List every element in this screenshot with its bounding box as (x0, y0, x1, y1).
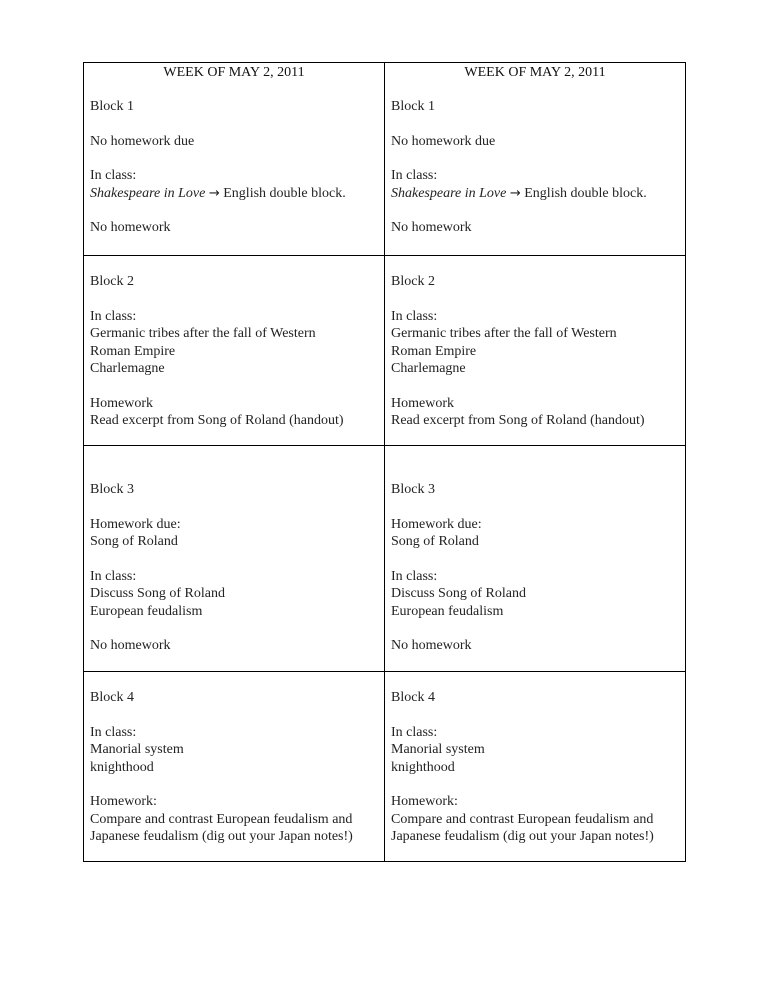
in-class-label: In class: (391, 168, 438, 183)
film-note: English double block. (524, 185, 647, 201)
in-class-section (391, 568, 679, 621)
block-title: Block 3 (391, 482, 435, 497)
in-class-label: In class: (90, 568, 137, 584)
in-class-section (391, 724, 679, 777)
homework-label: Homework: (391, 794, 458, 809)
arrow-right-icon: → (509, 185, 521, 201)
in-class-section (391, 308, 679, 378)
homework-section (90, 395, 378, 430)
film-note: English double block. (223, 185, 346, 201)
homework-due-section (90, 133, 378, 151)
block-title: Block 2 (391, 274, 435, 289)
homework-due-section (90, 516, 378, 551)
in-class-section (90, 724, 378, 777)
in-class-item: knighthood (391, 759, 455, 775)
in-class-item: Discuss Song of Roland (90, 586, 225, 601)
in-class-section (90, 308, 378, 378)
schedule-cell-left-block-2 (84, 256, 385, 446)
in-class-item: Charlemagne (391, 361, 466, 376)
week-header: WEEK OF MAY 2, 2011 (464, 65, 606, 80)
block-title: Block 4 (90, 690, 134, 705)
arrow-right-icon: → (208, 185, 220, 201)
block-3-section (90, 446, 378, 499)
homework-due-text: Song of Roland (391, 534, 479, 549)
block-2-section (391, 256, 679, 291)
homework-text: Japanese feudalism (dig out your Japan notes!) (90, 829, 353, 844)
homework-section (391, 395, 679, 430)
in-class-item: European feudalism (391, 603, 504, 619)
homework-text: No homework (391, 220, 472, 235)
in-class-item: Manorial system (90, 742, 184, 757)
homework-label: Homework (90, 395, 153, 411)
block-1-section (391, 98, 679, 116)
in-class-label: In class: (90, 168, 137, 183)
block-title: Block 1 (90, 99, 134, 114)
homework-text: No homework (90, 638, 171, 653)
in-class-item: knighthood (90, 759, 154, 775)
homework-section (90, 219, 378, 237)
in-class-item: Discuss Song of Roland (391, 586, 526, 601)
homework-text: Compare and contrast European feudalism and (90, 811, 353, 827)
in-class-item: Roman Empire (90, 343, 176, 359)
schedule-cell-left-block-1 (84, 63, 385, 256)
homework-due-section (391, 133, 679, 151)
homework-due-label: Homework due: (391, 516, 482, 532)
homework-text: Read excerpt from Song of Roland (handout) (90, 413, 344, 428)
in-class-label: In class: (90, 308, 137, 324)
homework-text: Compare and contrast European feudalism and (391, 811, 654, 827)
homework-due-section (391, 516, 679, 551)
in-class-label: In class: (90, 724, 137, 740)
in-class-item: European feudalism (90, 603, 203, 619)
schedule-row-block-4 (84, 672, 686, 862)
homework-section (391, 637, 679, 655)
homework-text: Read excerpt from Song of Roland (handout) (391, 413, 645, 428)
homework-text: No homework (391, 638, 472, 653)
in-class-label: In class: (391, 724, 438, 740)
in-class-section (90, 167, 378, 202)
in-class-item: Germanic tribes after the fall of Western (391, 326, 617, 341)
homework-section (90, 793, 378, 846)
in-class-section (391, 167, 679, 202)
homework-text: No homework (90, 220, 171, 235)
block-2-section (90, 256, 378, 291)
homework-due-text: No homework due (391, 133, 496, 149)
homework-section (391, 219, 679, 237)
schedule-row-block-3 (84, 446, 686, 672)
in-class-item: Manorial system (391, 742, 485, 757)
schedule-cell-right-block-4 (385, 672, 686, 862)
block-title: Block 1 (391, 99, 435, 114)
homework-label: Homework: (90, 794, 157, 809)
homework-label: Homework (391, 395, 454, 411)
in-class-film-line (90, 185, 378, 203)
schedule-row-block-1 (84, 63, 686, 256)
schedule-table (83, 62, 686, 862)
schedule-cell-right-block-2 (385, 256, 686, 446)
block-4-section (90, 672, 378, 707)
in-class-section (90, 568, 378, 621)
schedule-cell-left-block-3 (84, 446, 385, 672)
homework-section (391, 793, 679, 846)
in-class-item: Germanic tribes after the fall of Western (90, 326, 316, 341)
block-1-section (90, 98, 378, 116)
schedule-cell-right-block-1 (385, 63, 686, 256)
in-class-item: Charlemagne (90, 361, 165, 376)
homework-text: Japanese feudalism (dig out your Japan notes!) (391, 829, 654, 844)
in-class-label: In class: (391, 308, 438, 324)
block-title: Block 3 (90, 482, 134, 497)
homework-due-label: Homework due: (90, 516, 181, 532)
in-class-film-line (391, 185, 679, 203)
week-header: WEEK OF MAY 2, 2011 (163, 65, 305, 80)
homework-due-text: No homework due (90, 133, 195, 149)
in-class-label: In class: (391, 568, 438, 584)
block-title: Block 2 (90, 274, 134, 289)
film-title: Shakespeare in Love (391, 185, 507, 201)
homework-due-text: Song of Roland (90, 534, 178, 549)
schedule-row-block-2 (84, 256, 686, 446)
schedule-cell-left-block-4 (84, 672, 385, 862)
homework-section (90, 637, 378, 655)
schedule-cell-right-block-3 (385, 446, 686, 672)
block-title: Block 4 (391, 690, 435, 705)
block-3-section (391, 446, 679, 499)
block-4-section (391, 672, 679, 707)
film-title: Shakespeare in Love (90, 185, 206, 201)
in-class-item: Roman Empire (391, 343, 477, 359)
